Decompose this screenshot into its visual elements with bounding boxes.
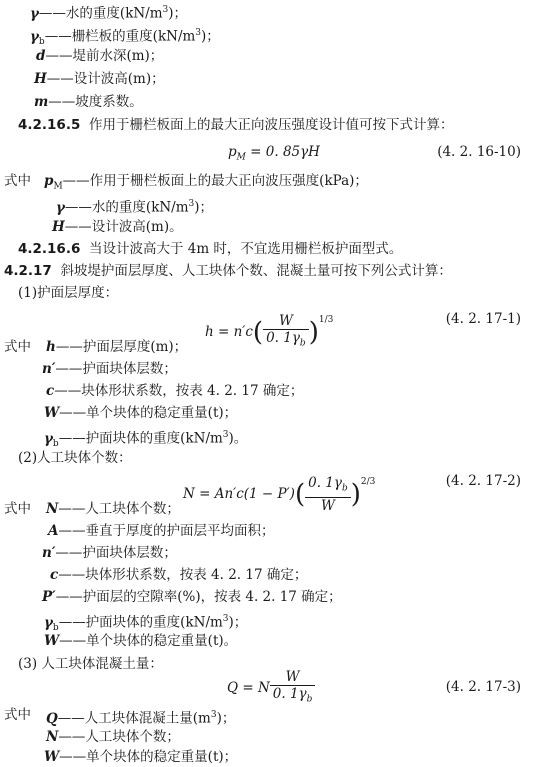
dash: ——: [55, 339, 83, 355]
formula-4-2-17-3: [227, 668, 315, 708]
dash: ——: [58, 567, 86, 583]
dash: ——: [62, 173, 90, 189]
symbol: A: [48, 523, 59, 539]
definition-tail: )；: [201, 28, 220, 45]
def-c: [46, 381, 303, 401]
part-3-title: (3) 人工块体混凝土量：: [18, 656, 163, 672]
definition-tail: )；: [168, 5, 188, 22]
subscript: b: [52, 439, 59, 450]
symbol: γ: [30, 28, 39, 45]
symbol: p: [44, 173, 54, 189]
equation-number: (4. 2. 16-10): [437, 144, 521, 160]
def-H: [34, 69, 165, 89]
fraction-denominator: [270, 686, 316, 708]
dash: ——: [58, 523, 86, 539]
superscript: 3: [222, 614, 229, 624]
symbol: h: [46, 339, 56, 355]
definition-text: 水的重度(kN/m: [65, 5, 163, 22]
subscript: b: [306, 694, 313, 705]
clause-number: 4.2.16.5: [18, 117, 81, 133]
superscript: 3: [210, 710, 217, 720]
symbol: c: [46, 383, 55, 399]
definition-text: 护面块体层数；: [82, 361, 177, 377]
definition-text: 人工块体个数；: [85, 729, 180, 745]
definition-tail: )；: [228, 614, 248, 631]
def-P-prime: [42, 587, 342, 607]
where-prefix: 式中: [4, 173, 31, 189]
superscript: 3: [195, 28, 202, 38]
dash: ——: [59, 633, 87, 649]
symbol: γ: [44, 430, 53, 447]
part-1-title: (1)护面层厚度：: [18, 285, 119, 301]
definition-text: 设计波高(m)。: [91, 219, 183, 235]
definition-text: 人工块体个数；: [85, 501, 180, 517]
denominator-text: 0. 1γ: [266, 330, 300, 347]
formula-rhs: = 0. 85γH: [245, 144, 320, 160]
def-c-2: [50, 565, 307, 585]
clause-4-2-16-6: [18, 239, 402, 259]
clause-number: 4.2.16.6: [18, 241, 81, 257]
dash: ——: [59, 749, 87, 765]
definition-text: 单个块体的稳定重量(t)。: [86, 633, 238, 649]
definition-text: 块体形状系数，按表 4. 2. 17 确定；: [85, 567, 308, 583]
equation-number: (4. 2. 17-2): [445, 473, 521, 489]
symbol: c: [50, 567, 59, 583]
where-prefix: 式中: [4, 339, 31, 355]
definition-text: 护面块体的重度(kN/m: [85, 430, 223, 447]
superscript: 3: [188, 199, 195, 209]
clause-text: 当设计波高大于 4m 时，不宜选用栅栏板护面型式。: [88, 241, 403, 257]
symbol: Q: [46, 710, 58, 727]
formula-4-2-17-1: [205, 300, 333, 352]
definition-text: 设计波高(m)；: [73, 71, 165, 87]
definition-text: 护面层的空隙率(%)，按表 4. 2. 17 确定；: [82, 589, 342, 605]
dash: ——: [58, 501, 86, 517]
paren-close: ): [308, 317, 319, 348]
where-prefix: 式中: [4, 707, 31, 723]
def-m: [34, 92, 143, 112]
symbol: H: [52, 219, 65, 235]
symbol: γ: [30, 5, 39, 22]
dash: ——: [57, 710, 85, 727]
definition-text: 坡度系数。: [75, 94, 143, 110]
definition-text: 水的重度(kN/m: [91, 199, 189, 216]
formula-lhs: Q = N: [227, 680, 270, 696]
definition-text: 护面层厚度(m)；: [82, 339, 188, 355]
fraction-denominator: [263, 330, 309, 352]
definition-text: 栅栏板的重度(kN/m: [71, 28, 196, 45]
definition-tail: )。: [228, 430, 248, 447]
equation-number: (4. 2. 17-3): [445, 679, 521, 695]
dash: ——: [59, 405, 87, 421]
paren-close: ): [350, 479, 361, 510]
dash: ——: [64, 219, 92, 235]
clause-text: 斜坡堤护面层厚度、人工块体个数、混凝土量可按下列公式计算：: [60, 263, 452, 279]
clause-4-2-16-5: [18, 115, 453, 135]
def-W: [44, 403, 237, 423]
paren-open: (: [252, 317, 264, 348]
dash: ——: [48, 94, 76, 110]
subscript: M: [53, 181, 63, 192]
definition-text: 人工块体混凝土量(m: [84, 710, 211, 727]
dash: ——: [55, 361, 83, 377]
clause-4-2-17: [4, 261, 452, 281]
def-n-prime: [42, 359, 177, 379]
def-N: [46, 499, 180, 519]
dash: ——: [55, 589, 83, 605]
dash: ——: [58, 430, 86, 447]
dash: ——: [58, 729, 86, 745]
fraction: [305, 475, 351, 514]
def-gamma: [30, 0, 187, 24]
formula-lhs: h = n′c: [205, 324, 253, 340]
definition-text: 单个块体的稳定重量(t)；: [86, 405, 238, 421]
symbol: n′: [42, 545, 56, 561]
def-h: [46, 337, 187, 357]
def-pM: [44, 171, 368, 197]
fraction-numerator: [305, 475, 351, 498]
symbol: H: [34, 71, 47, 87]
def-gamma-2: [56, 194, 213, 218]
equation-number: (4. 2. 17-1): [445, 311, 521, 327]
symbol: W: [44, 405, 60, 421]
formula-lhs: N = An′c(1 − P′): [183, 486, 295, 502]
subscript: b: [52, 623, 59, 634]
definition-text: 堤前水深(m)；: [72, 48, 164, 64]
def-d: [36, 46, 163, 66]
paren-open: (: [294, 479, 306, 510]
superscript: 3: [162, 5, 169, 15]
symbol: d: [36, 48, 46, 64]
symbol: n′: [42, 361, 56, 377]
def-W-2: [44, 631, 237, 651]
dash: ——: [38, 5, 66, 22]
dash: ——: [46, 71, 74, 87]
symbol: γ: [56, 199, 65, 216]
subscript: b: [38, 37, 45, 48]
definition-text: 垂直于厚度的护面层平均面积；: [85, 523, 275, 539]
superscript: 3: [222, 430, 229, 440]
definition-text: 作用于栅栏板面上的最大正向波压强度(kPa)；: [89, 173, 368, 189]
clause-number: 4.2.17: [4, 263, 52, 279]
fraction-numerator: W: [263, 313, 309, 330]
denominator-text: 0. 1γ: [272, 686, 307, 703]
def-Q: [46, 705, 235, 729]
dash: ——: [44, 28, 72, 45]
dash: ——: [64, 199, 92, 216]
symbol: W: [44, 633, 60, 649]
fraction: [270, 669, 316, 708]
dash: ——: [45, 48, 73, 64]
symbol: W: [44, 749, 60, 765]
symbol: m: [34, 94, 49, 110]
clause-text: 作用于栅栏板面上的最大正向波压强度设计值可按下式计算：: [88, 117, 454, 133]
symbol: N: [46, 501, 59, 517]
fraction-denominator: W: [320, 497, 335, 514]
definition-text: 单个块体的稳定重量(t)；: [86, 749, 238, 765]
subscript: b: [341, 483, 348, 494]
definition-text: 护面块体的重度(kN/m: [85, 614, 223, 631]
def-A: [48, 521, 274, 541]
symbol: γ: [44, 614, 53, 631]
dash: ——: [58, 614, 86, 631]
formula-4-2-17-2: [183, 462, 375, 514]
def-n-prime-2: [42, 543, 177, 563]
formula-lhs: p: [228, 144, 237, 160]
formula-subscript: M: [236, 152, 246, 163]
exponent: 2/3: [360, 477, 376, 487]
fraction-numerator: W: [270, 669, 316, 686]
formula-4-2-16-10: [228, 142, 320, 168]
fraction: [263, 313, 309, 352]
def-W-3: [44, 747, 237, 767]
symbol: P′: [42, 589, 56, 605]
symbol: N: [46, 729, 59, 745]
definition-tail: )；: [216, 710, 236, 727]
exponent: 1/3: [318, 315, 334, 325]
dash: ——: [54, 383, 82, 399]
definition-text: 块体形状系数，按表 4. 2. 17 确定；: [81, 383, 304, 399]
definition-text: 护面块体层数；: [82, 545, 177, 561]
where-prefix: 式中: [4, 501, 31, 517]
dash: ——: [55, 545, 83, 561]
numerator-text: 0. 1γ: [308, 475, 342, 492]
def-H-2: [52, 217, 183, 237]
def-N-2: [46, 727, 180, 747]
part-2-title: (2)人工块体个数：: [18, 450, 132, 466]
definition-tail: )；: [194, 199, 214, 216]
subscript: b: [299, 338, 306, 349]
